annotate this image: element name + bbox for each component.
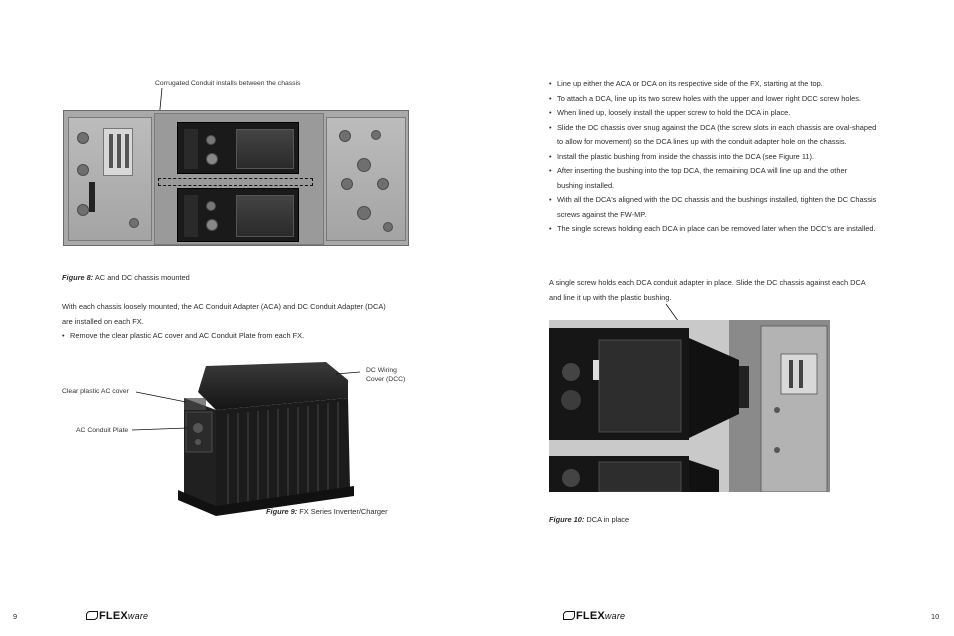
figure8-caption-text: AC and DC chassis mounted	[94, 273, 190, 282]
right-bullet-continuation: screws against the FW-MP.	[557, 209, 647, 219]
figure8-caption-label: Figure 8:	[62, 273, 94, 282]
label-clear-ac-cover: Clear plastic AC cover	[62, 388, 129, 395]
ac-chassis-panel	[68, 117, 152, 241]
logo-flex-text: FLEX	[99, 610, 128, 622]
left-page-number: 9	[13, 612, 18, 621]
label-dc-wiring-cover	[366, 366, 405, 384]
figure10-image	[549, 320, 830, 492]
lower-inverter	[177, 188, 299, 242]
label-dc-wiring-line2: Cover (DCC)	[366, 376, 406, 383]
right-bullet-continuation: to allow for movement) so the DCA lines up with the conduit adapter hole on the chassis.	[557, 137, 847, 146]
logo-flex-text: FLEX	[576, 610, 605, 622]
figure9-caption-label: Figure 9:	[266, 507, 298, 516]
right-bullet: • When lined up, loosely install the upper screw to hold the DCA in place.	[557, 106, 917, 121]
right-bullet: • With all the DCA's aligned with the DC chassis and the bushings installed, tighten the DC Chassis	[557, 193, 917, 208]
figure8-chassis-image	[63, 110, 409, 246]
right-flexware-logo	[563, 610, 625, 622]
right-bullet: • The single screws holding each DCA in place can be removed later when the DCC's are installed.	[557, 222, 917, 237]
right-bullet: • Install the plastic bushing from inside the chassis into the DCA (see Figure 11).	[557, 150, 917, 165]
right-bullet: • After inserting the bushing into the top DCA, the remaining DCA will line up and the other	[557, 164, 917, 179]
dca-photo-drawing	[549, 320, 830, 492]
left-flexware-logo	[86, 610, 148, 622]
figure10-caption	[549, 513, 629, 528]
figure9-caption	[266, 505, 388, 520]
right-paragraph-line1: A single screw holds each DCA conduit adapter in place. Slide the DC chassis against each DCA	[549, 278, 866, 287]
right-bullet: • Slide the DC chassis over snug against the DCA (the screw slots in each chassis are oval-shaped	[557, 121, 917, 136]
right-bullet: • To attach a DCA, line up its two screw holes with the upper and lower right DCC screw holes.	[557, 92, 917, 107]
figure8-caption	[62, 271, 190, 286]
label-dc-wiring-line1: DC Wiring	[366, 367, 397, 374]
right-paragraph-line2: and line it up with the plastic bushing.	[549, 292, 672, 302]
label-ac-conduit-plate: AC Conduit Plate	[76, 427, 129, 434]
dc-chassis-panel	[326, 117, 406, 241]
right-bullet-list	[557, 77, 917, 237]
right-bullet: • Line up either the ACA or DCA on its respective side of the FX, starting at the top.	[557, 77, 917, 92]
conduit-highlight-box	[158, 178, 313, 186]
flexware-logo-icon	[86, 611, 98, 620]
figure10-caption-label: Figure 10:	[549, 515, 585, 524]
figure9-caption-text: FX Series Inverter/Charger	[299, 507, 388, 516]
logo-ware-text: ware	[127, 611, 149, 621]
upper-inverter	[177, 122, 299, 174]
figure10-caption-text: DCA in place	[586, 515, 630, 524]
right-bullet-continuation: bushing installed.	[557, 180, 615, 190]
left-bullet: • Remove the clear plastic AC cover and AC Conduit Plate from each FX.	[70, 329, 304, 344]
flexware-logo-icon	[563, 611, 575, 620]
left-paragraph: With each chassis loosely mounted, the AC Conduit Adapter (ACA) and DC Conduit Adapter (DCA) are installed on each FX.	[62, 302, 386, 326]
logo-ware-text: ware	[604, 611, 626, 621]
figure8-callout: Corrugated Conduit installs between the chassis	[155, 80, 301, 87]
right-paragraph	[549, 276, 866, 305]
right-page-number: 10	[931, 612, 940, 621]
